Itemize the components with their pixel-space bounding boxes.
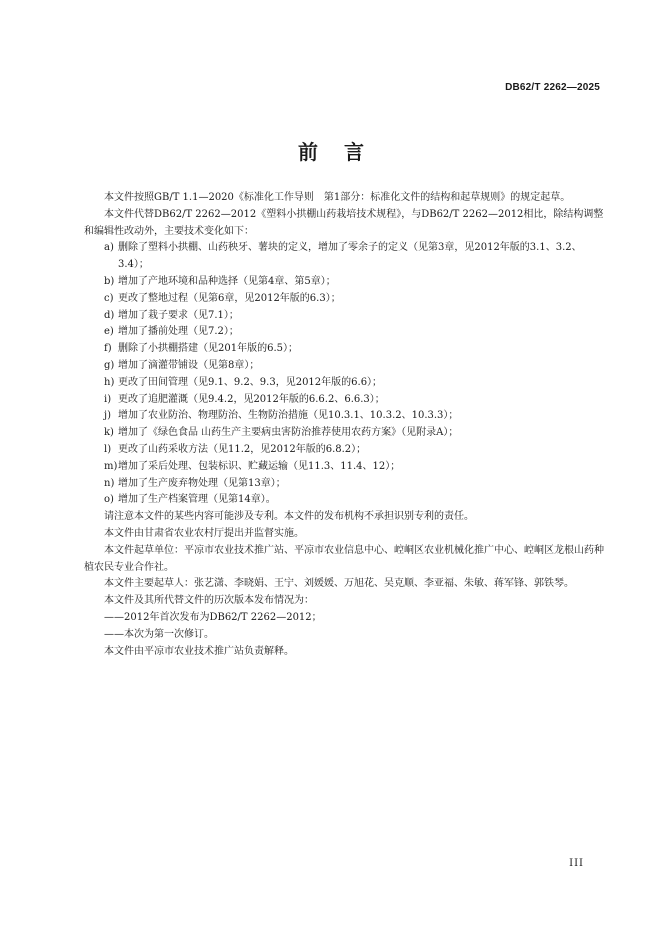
list-item <box>84 324 604 341</box>
list-item-label: n) <box>104 477 115 489</box>
list-item-text: 更改了田间管理（见9.1、9.2、9.3，见2012年版的6.6）； <box>118 376 383 388</box>
paragraph-drafting-basis: 本文件按照GB/T 1.1—2020《标准化工作导则 第1部分：标准化文件的结构和起草规则》的规定起草。 <box>104 192 571 203</box>
list-item <box>84 492 604 509</box>
list-item-text: 删除了塑料小拱棚、山药秧牙、薯块的定义，增加了零余子的定义（见第3章，见2012年版的3.1、3.2、3.4）； <box>118 242 582 271</box>
list-item <box>84 341 604 358</box>
list-item <box>84 459 604 476</box>
list-item <box>84 392 604 409</box>
paragraph-replacement: 本文件代替DB62/T 2262—2012《塑料小拱棚山药栽培技术规程》，与DB62/T 2262—2012相比，除结构调整和编辑性改动外，主要技术变化如下： <box>84 208 604 237</box>
list-item-text: 增加了农业防治、物理防治、生物防治措施（见10.3.1、10.3.2、10.3.3）； <box>118 410 459 422</box>
list-item-label: k) <box>104 427 114 439</box>
changes-list <box>84 240 604 509</box>
list-item <box>84 274 604 291</box>
history-item: ——本次为第一次修订。 <box>104 628 214 640</box>
list-item-label: a) <box>104 242 114 254</box>
list-item-text: 增加了滴灌带铺设（见第8章）； <box>118 359 260 371</box>
list-item-label: f) <box>104 343 112 355</box>
list-item <box>84 358 604 375</box>
list-item <box>84 308 604 325</box>
list-item-label: c) <box>104 292 114 304</box>
list-item-text: 删除了小拱棚搭建（见201年版的6.5）； <box>118 343 298 355</box>
list-item-label: l) <box>104 443 112 455</box>
list-item-text: 增加了《绿色食品 山药生产主要病虫害防治推荐使用农药方案》（见附录A）； <box>118 427 459 439</box>
list-item-label: m) <box>104 460 118 472</box>
list-item <box>84 408 604 425</box>
document-code: DB62/T 2262—2025 <box>505 82 600 93</box>
list-item <box>84 375 604 392</box>
list-item-label: g) <box>104 359 115 371</box>
history-intro: 本文件及其所代替文件的历次版本发布情况为： <box>104 595 314 607</box>
patent-notice: 请注意本文件的某些内容可能涉及专利。本文件的发布机构不承担识别专利的责任。 <box>104 511 474 523</box>
list-item-label: i) <box>104 393 112 405</box>
history-item: ——2012年首次发布为DB62/T 2262—2012； <box>104 611 322 623</box>
list-item-text: 增加了产地环境和品种选择（见第4章、第5章）； <box>118 275 336 287</box>
list-item-text: 增加了生产废弃物处理（见第13章）； <box>118 477 286 489</box>
list-item <box>84 425 604 442</box>
list-item-text: 增加了采后处理、包装标识、贮藏运输（见11.3、11.4、12）； <box>118 460 401 472</box>
list-item-label: d) <box>104 309 115 321</box>
list-item <box>84 291 604 308</box>
list-item-label: o) <box>104 494 114 506</box>
page-title: 前言 <box>298 140 390 164</box>
page-number: III <box>569 858 584 869</box>
proposer-statement: 本文件由甘肃省农业农村厅提出并监督实施。 <box>104 527 304 539</box>
list-item-text: 增加了栽子要求（见7.1）； <box>118 309 239 321</box>
list-item-label: e) <box>104 326 114 338</box>
list-item-text: 更改了整地过程（见第6章，见2012年版的6.3）； <box>118 292 341 304</box>
interpretation-statement: 本文件由平凉市农业技术推广站负责解释。 <box>104 645 294 657</box>
list-item-label: h) <box>104 376 115 388</box>
list-item-label: j) <box>104 410 112 422</box>
list-item <box>84 476 604 493</box>
list-item-text: 增加了生产档案管理（见第14章）。 <box>118 494 276 506</box>
document-body <box>84 190 604 660</box>
list-item-label: b) <box>104 275 115 287</box>
list-item-text: 增加了播前处理（见7.2）； <box>118 326 239 338</box>
list-item <box>84 442 604 459</box>
list-item-text: 更改了山药采收方法（见11.2，见2012年版的6.8.2）； <box>118 443 367 455</box>
main-drafters: 本文件主要起草人：张艺潇、李晓娟、王宁、刘媛媛、万旭花、吴克顺、李亚福、朱敏、蒋军锋、郭铁琴。 <box>104 578 574 590</box>
drafting-units: 本文件起草单位：平凉市农业技术推广站、平凉市农业信息中心、崆峒区农业机械化推广中心、崆峒区龙根山药种植农民专业合作社。 <box>84 544 604 573</box>
list-item <box>84 240 604 274</box>
list-item-text: 更改了追肥灌溉（见9.4.2，见2012年版的6.6.2、6.6.3）； <box>118 393 385 405</box>
